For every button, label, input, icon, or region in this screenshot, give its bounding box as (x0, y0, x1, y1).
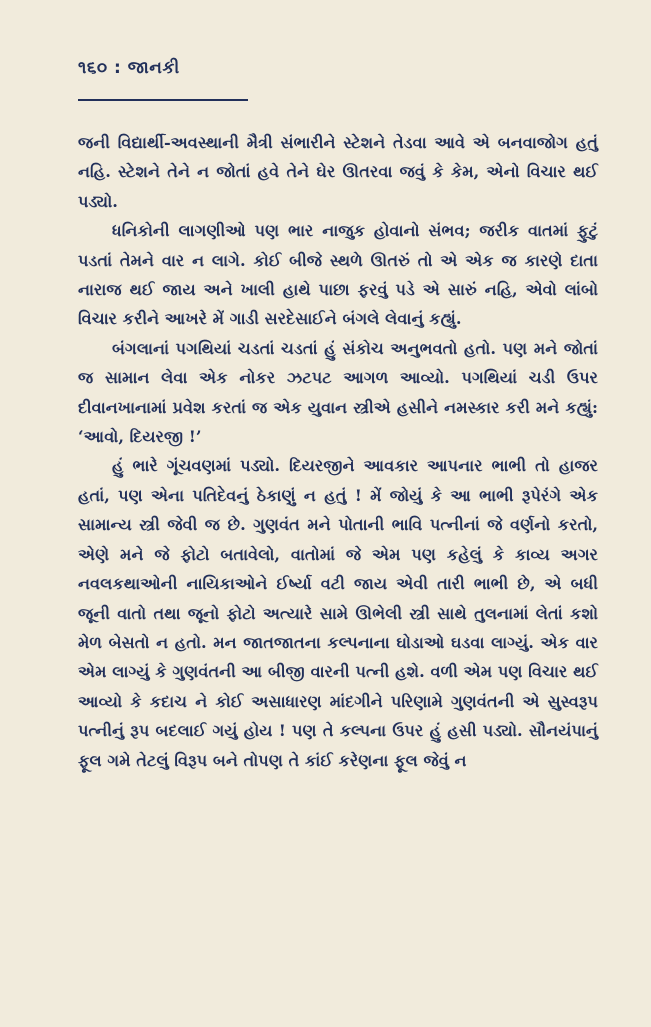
header-rule (78, 99, 248, 101)
paragraph: બંગલાનાં પગથિયાં ચડતાં ચડતાં હું સંકોચ અનુભવતો હતો. પણ મને જોતાં જ સામાન લેવા એક નોકર ઝટપટ આગળ આવ્યો. પગથિયાં ચડી ઉપર દીવાનખાનામાં પ્રવેશ કરતાં જ એક યુવાન સ્ત્રીએ હસીને નમસ્કાર કરી મને કહ્યું: ‘આવો, દિયરજી !’ (78, 338, 598, 447)
body-text (78, 128, 598, 775)
paragraph: ધનિકોની લાગણીઓ પણ ભાર નાજુક હોવાનો સંભવ; જરીક વાતમાં ફુટું પડતાં તેમને વાર ન લાગે. કોઈ બીજે સ્થળે ઊતરું તો એ એક જ કારણે દાતા નારાજ થઈ જાય અને ખાલી હાથે પાછા ફરવું પડે એ સારું નહિ, એવો લાંબો વિચાર કરીને આખરે મેં ગાડી સરદેસાઈને બંગલે લેવાનું કહ્યું. (78, 221, 598, 329)
running-head: ૧૬૦ : જાનકી (78, 58, 180, 78)
paragraph: હું ભારે ગૂંચવણમાં પડ્યો. દિયરજીને આવકાર આપનાર ભાભી તો હાજર હતાં, પણ એના પતિદેવનું ઠેકાણું ન હતું ! મેં જોયું કે આ ભાભી રૂપેરંગે એક સામાન્ય સ્ત્રી જેવી જ છે. ગુણવંત મને પોતાની ભાવિ પત્નીનાં જે વર્ણનો કરતો, એણે મને જે ફોટો બતાવેલો, વાતોમાં જે એમ પણ કહેલું કે કાવ્ય અગર નવલકથાઓની નાયિકાઓને ઈર્ષ્યા વટી જાય એવી તારી ભાભી છે, એ બધી જૂની વાતો તથા જૂનો ફોટો અત્યારે સામે ઊભેલી સ્ત્રી સાથે તુલનામાં લેતાં કશો મેળ બેસતો ન હતો. મન જાતજાતના કલ્પનાના ઘોડાઓ ઘડવા લાગ્યું. એક વાર એમ લાગ્યું કે ગુણવંતની આ બીજી વારની પત્ની હશે. વળી એમ પણ વિચાર થઈ આવ્યો કે કદાચ ને કોઈ અસાધારણ માંદગીને પરિણામે ગુણવંતની એ સુસ્વરૂપ પત્નીનું રૂપ બદલાઈ ગયું હોય ! પણ તે કલ્પના ઉપર હું હસી પડ્યો. સૌનયંપાનું ફૂલ ગમે તેટલું વિરૂપ બને તોપણ તે કાંઈ કરેણના ફૂલ જેવું ન (78, 456, 598, 770)
paragraph: જની વિદ્યાર્થી-અવસ્થાની મૈત્રી સંભારીને સ્ટેશને તેડવા આવે એ બનવાજોગ હતું નહિ. સ્ટેશને તેને ન જોતાં હવે તેને ઘેર ઊતરવા જવું કે કેમ, એનો વિચાર થઈ પડ્યો. (78, 133, 598, 211)
